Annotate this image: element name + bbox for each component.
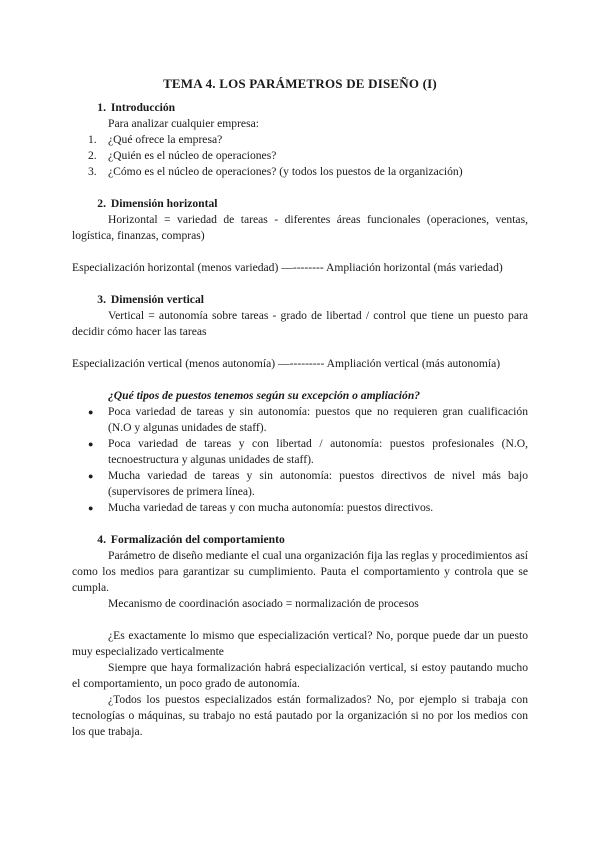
list-item-text: Poca variedad de tareas y con libertad / autonomía: puestos profesionales (N.O, tecnoestructura y algunas unidades de staff).	[108, 437, 528, 466]
section-3-title: Dimensión vertical	[110, 293, 204, 306]
section-4-title: Formalización del comportamiento	[110, 533, 285, 546]
section-1-number: 1.	[97, 101, 106, 114]
list-item	[72, 148, 528, 164]
section-2-number: 2.	[97, 197, 106, 210]
section-1-question-list	[72, 132, 528, 180]
bullet-icon: ●	[88, 407, 94, 417]
list-item-text: Mucha variedad de tareas y sin autonomía: puestos directivos de nivel más bajo (supervisores de primera línea).	[108, 469, 528, 498]
list-item-text: Mucha variedad de tareas y con mucha autonomía: puestos directivos.	[108, 501, 434, 514]
section-3-number: 3.	[97, 293, 106, 306]
list-item-number: 1.	[88, 133, 97, 146]
vertical-spectrum-line: Especialización vertical (menos autonomía) —--------- Ampliación vertical (más autonomía)	[72, 357, 501, 370]
section-1-intro: Para analizar cualquier empresa:	[108, 117, 259, 130]
section-2-heading	[72, 196, 528, 212]
list-item-text: ¿Qué ofrece la empresa?	[108, 133, 223, 146]
bullet-icon: ●	[88, 439, 94, 449]
section-4-number: 4.	[97, 533, 106, 546]
section-4-paragraph-3: ¿Es exactamente lo mismo que especialización vertical? No, porque puede dar un puesto muy especializado verticalmente	[72, 629, 528, 658]
section-2-paragraph: Horizontal = variedad de tareas - diferentes áreas funcionales (operaciones, ventas, logística, finanzas, compras)	[72, 213, 528, 242]
section-1-title: Introducción	[110, 101, 176, 114]
list-item-number: 2.	[88, 149, 97, 162]
list-item-text: Poca variedad de tareas y sin autonomía: puestos que no requieren gran cualificación (N.O y algunas unidades de staff).	[108, 405, 528, 434]
section-4-paragraph-2: Mecanismo de coordinación asociado = normalización de procesos	[108, 597, 419, 610]
list-item	[72, 164, 528, 180]
section-4-paragraph-5: ¿Todos los puestos especializados están formalizados? No, por ejemplo si trabaja con tecnologías o máquinas, su trabajo no está pautado por la organización si no por los medios con los que trabaja.	[72, 693, 528, 738]
list-item	[72, 468, 528, 500]
job-types-bullet-list	[72, 404, 528, 516]
list-item	[72, 404, 528, 436]
bullet-icon: ●	[88, 503, 94, 513]
document-page	[72, 72, 528, 740]
bullet-icon: ●	[88, 471, 94, 481]
section-4-paragraph-4: Siempre que haya formalización habrá especialización vertical, si estoy pautando mucho el comportamiento, un poco grado de autonomía.	[72, 661, 528, 690]
section-4-paragraph-1: Parámetro de diseño mediante el cual una organización fija las reglas y procedimientos así como los medios para garantizar su cumplimiento. Pauta el comportamiento y controla que se cumpla.	[72, 549, 528, 594]
section-4-heading	[72, 532, 528, 548]
section-2-title: Dimensión horizontal	[110, 197, 218, 210]
section-3-paragraph: Vertical = autonomía sobre tareas - grado de libertad / control que tiene un puesto para decidir cómo hacer las tareas	[72, 309, 528, 338]
list-item-number: 3.	[88, 165, 97, 178]
horizontal-spectrum-line: Especialización horizontal (menos variedad) —-------- Ampliación horizontal (más variedad)	[72, 261, 503, 274]
document-title: TEMA 4. LOS PARÁMETROS DE DISEÑO (I)	[163, 76, 437, 91]
job-types-question: ¿Qué tipos de puestos tenemos según su excepción o ampliación?	[108, 389, 421, 402]
section-1-heading	[72, 100, 528, 116]
list-item	[72, 500, 528, 516]
list-item	[72, 132, 528, 148]
list-item	[72, 436, 528, 468]
list-item-text: ¿Quién es el núcleo de operaciones?	[108, 149, 277, 162]
section-3-heading	[72, 292, 528, 308]
list-item-text: ¿Cómo es el núcleo de operaciones? (y todos los puestos de la organización)	[108, 165, 463, 178]
